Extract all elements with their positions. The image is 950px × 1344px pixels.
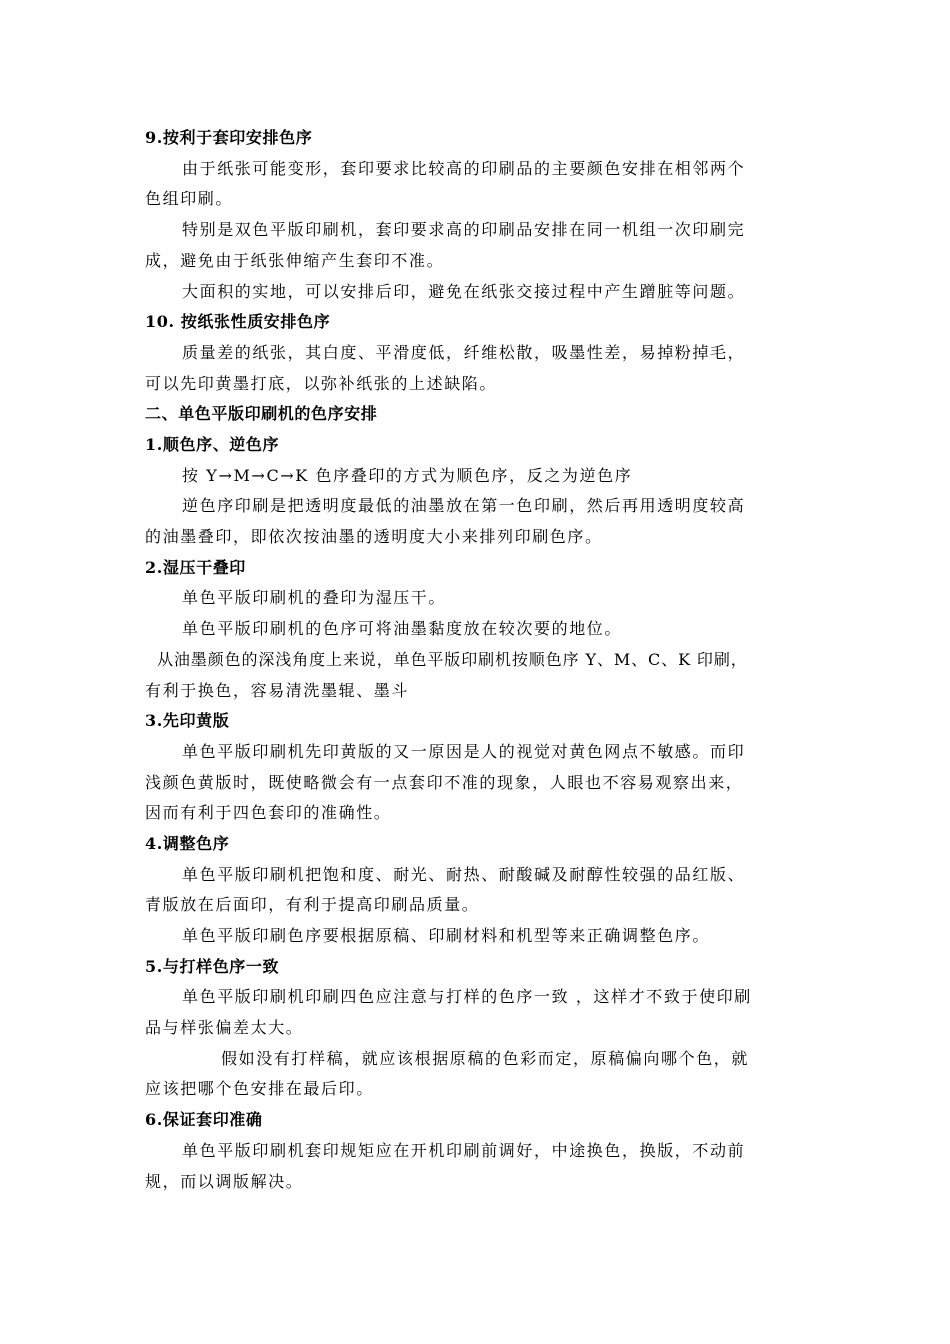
paragraph-line: 单色平版印刷机把饱和度、耐光、耐热、耐酸碱及耐醇性较强的品红版、	[182, 865, 746, 884]
paragraph-line: 单色平版印刷色序要根据原稿、印刷材料和机型等来正确调整色序。	[182, 926, 711, 945]
section-heading-10: 10. 按纸张性质安排色序	[145, 312, 331, 331]
section-heading-1: 1.顺色序、逆色序	[145, 435, 280, 454]
paragraph-line: 单色平版印刷机印刷四色应注意与打样的色序一致 ，这样才不致于使印刷	[182, 987, 752, 1006]
paragraph-line: 由于纸张可能变形，套印要求比较高的印刷品的主要颜色安排在相邻两个	[182, 159, 746, 178]
section-heading-4: 4.调整色序	[145, 834, 230, 853]
paragraph-line: 从油墨颜色的深浅角度上来说，单色平版印刷机按顺色序 Y、M、C、K 印刷，	[157, 650, 748, 669]
paragraph-line: 应该把哪个色安排在最后印。	[145, 1079, 374, 1098]
paragraph-line: 可以先印黄墨打底，以弥补纸张的上述缺陷。	[145, 374, 498, 393]
section-heading-9: 9.按利于套印安排色序	[145, 128, 313, 147]
paragraph-line: 有利于换色，容易清洗墨辊、墨斗	[145, 681, 410, 700]
paragraph-line: 假如没有打样稿，就应该根据原稿的色彩而定，原稿偏向哪个色，就	[221, 1049, 750, 1068]
chapter-heading: 二、单色平版印刷机的色序安排	[145, 404, 378, 423]
paragraph-line: 按 Y→M→C→K 色序叠印的方式为顺色序，反之为逆色序	[182, 466, 633, 485]
paragraph-line: 逆色序印刷是把透明度最低的油墨放在第一色印刷，然后再用透明度较高	[182, 496, 746, 515]
paragraph-line: 青版放在后面印，有利于提高印刷品质量。	[145, 895, 480, 914]
section-heading-5: 5.与打样色序一致	[145, 957, 280, 976]
paragraph-line: 大面积的实地，可以安排后印，避免在纸张交接过程中产生蹭脏等问题。	[182, 282, 746, 301]
section-heading-6: 6.保证套印准确	[145, 1110, 263, 1129]
paragraph-line: 单色平版印刷机的色序可将油墨黏度放在较次要的地位。	[182, 619, 623, 638]
paragraph-line: 因而有利于四色套印的准确性。	[145, 803, 392, 822]
section-heading-3: 3.先印黄版	[145, 711, 230, 730]
section-heading-2: 2.湿压干叠印	[145, 558, 246, 577]
paragraph-line: 特别是双色平版印刷机，套印要求高的印刷品安排在同一机组一次印刷完	[182, 220, 746, 239]
paragraph-line: 品与样张偏差太大。	[145, 1018, 304, 1037]
paragraph-line: 成，避免由于纸张伸缩产生套印不准。	[145, 251, 445, 270]
paragraph-line: 浅颜色黄版时，既使略微会有一点套印不准的现象，人眼也不容易观察出来，	[145, 773, 744, 792]
paragraph-line: 规，而以调版解决。	[145, 1172, 304, 1191]
paragraph-line: 色组印刷。	[145, 189, 234, 208]
paragraph-line: 质量差的纸张，其白度、平滑度低，纤维松散，吸墨性差，易掉粉掉毛，	[182, 343, 746, 362]
paragraph-line: 单色平版印刷机的叠印为湿压干。	[182, 588, 447, 607]
paragraph-line: 单色平版印刷机先印黄版的又一原因是人的视觉对黄色网点不敏感。而印	[182, 742, 746, 761]
paragraph-line: 的油墨叠印，即依次按油墨的透明度大小来排列印刷色序。	[145, 527, 603, 546]
paragraph-line: 单色平版印刷机套印规矩应在开机印刷前调好，中途换色，换版，不动前	[182, 1141, 746, 1160]
